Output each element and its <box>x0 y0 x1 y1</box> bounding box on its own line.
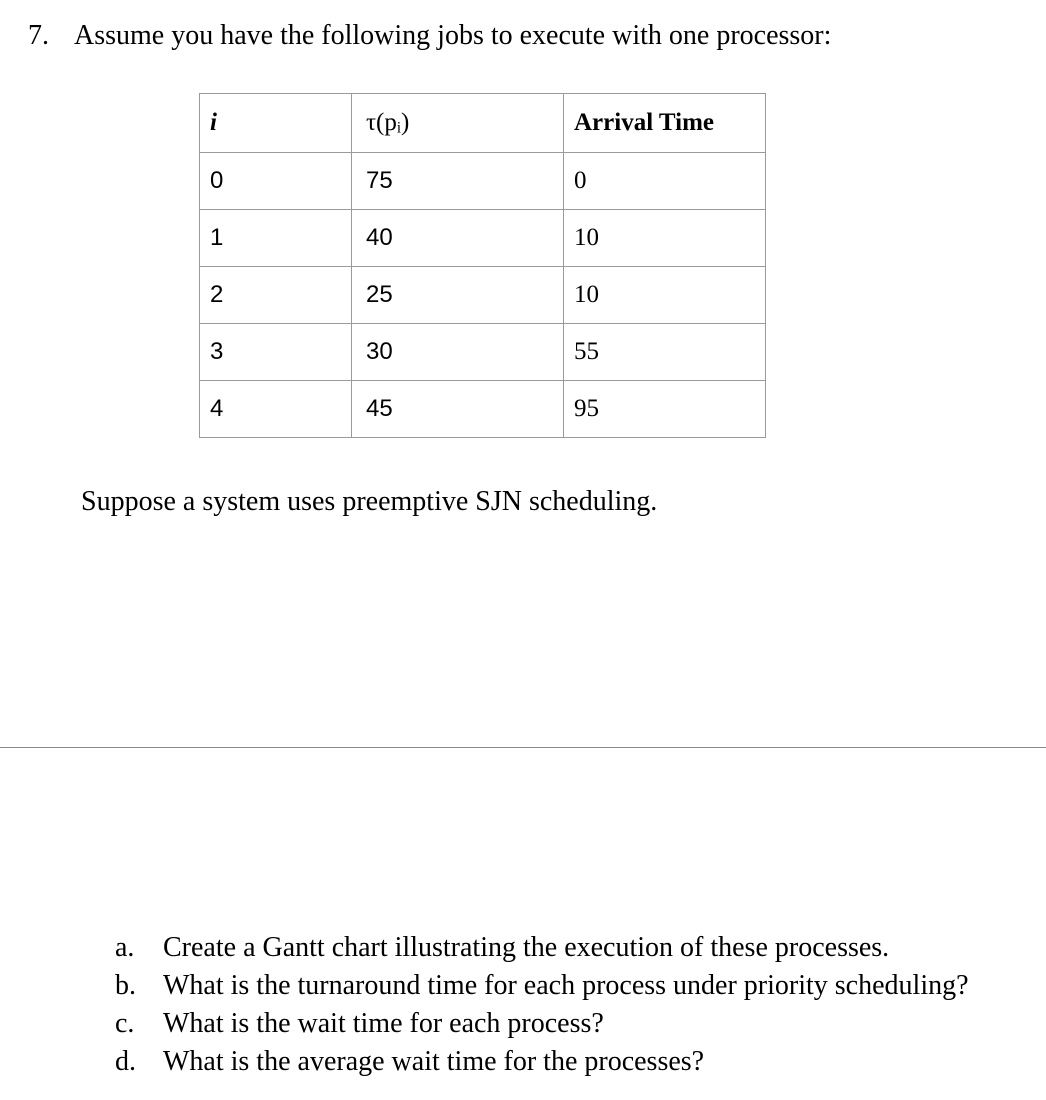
cell-i: 3 <box>200 324 352 381</box>
cell-arrival: 0 <box>564 153 766 210</box>
list-item-text: Create a Gantt chart illustrating the execution of these processes. <box>163 932 890 963</box>
cell-tau: 25 <box>352 267 564 324</box>
table-header-row <box>200 94 766 153</box>
table-row <box>200 381 766 438</box>
cell-arrival: 55 <box>564 324 766 381</box>
cell-i: 0 <box>200 153 352 210</box>
page-divider <box>0 747 1046 748</box>
jobs-table <box>199 93 766 438</box>
header-tau: τ(pᵢ) <box>352 94 564 153</box>
table-row <box>200 267 766 324</box>
list-item <box>115 1043 969 1081</box>
cell-i: 4 <box>200 381 352 438</box>
cell-tau: 75 <box>352 153 564 210</box>
cell-arrival: 10 <box>564 267 766 324</box>
list-marker: b. <box>115 970 136 1001</box>
cell-i: 1 <box>200 210 352 267</box>
list-item <box>115 967 969 1005</box>
table-row <box>200 324 766 381</box>
list-marker: c. <box>115 1008 135 1039</box>
list-item-text: What is the turnaround time for each process under priority scheduling? <box>163 970 969 1001</box>
list-item-text: What is the wait time for each process? <box>163 1008 604 1039</box>
question-heading <box>28 16 831 56</box>
cell-tau: 40 <box>352 210 564 267</box>
cell-arrival: 10 <box>564 210 766 267</box>
cell-i: 2 <box>200 267 352 324</box>
header-arrival-time: Arrival Time <box>564 94 766 153</box>
table-row <box>200 153 766 210</box>
list-item <box>115 929 969 967</box>
list-item <box>115 1005 969 1043</box>
list-marker: d. <box>115 1046 136 1077</box>
sub-question-list <box>115 929 969 1081</box>
table-row <box>200 210 766 267</box>
list-item-text: What is the average wait time for the processes? <box>163 1046 705 1077</box>
list-marker: a. <box>115 932 135 963</box>
question-number: 7. <box>28 20 49 51</box>
header-i: i <box>200 94 352 153</box>
cell-tau: 45 <box>352 381 564 438</box>
scheduling-note: Suppose a system uses preemptive SJN scheduling. <box>81 486 658 517</box>
cell-tau: 30 <box>352 324 564 381</box>
question-text: Assume you have the following jobs to execute with one processor: <box>74 20 832 51</box>
cell-arrival: 95 <box>564 381 766 438</box>
